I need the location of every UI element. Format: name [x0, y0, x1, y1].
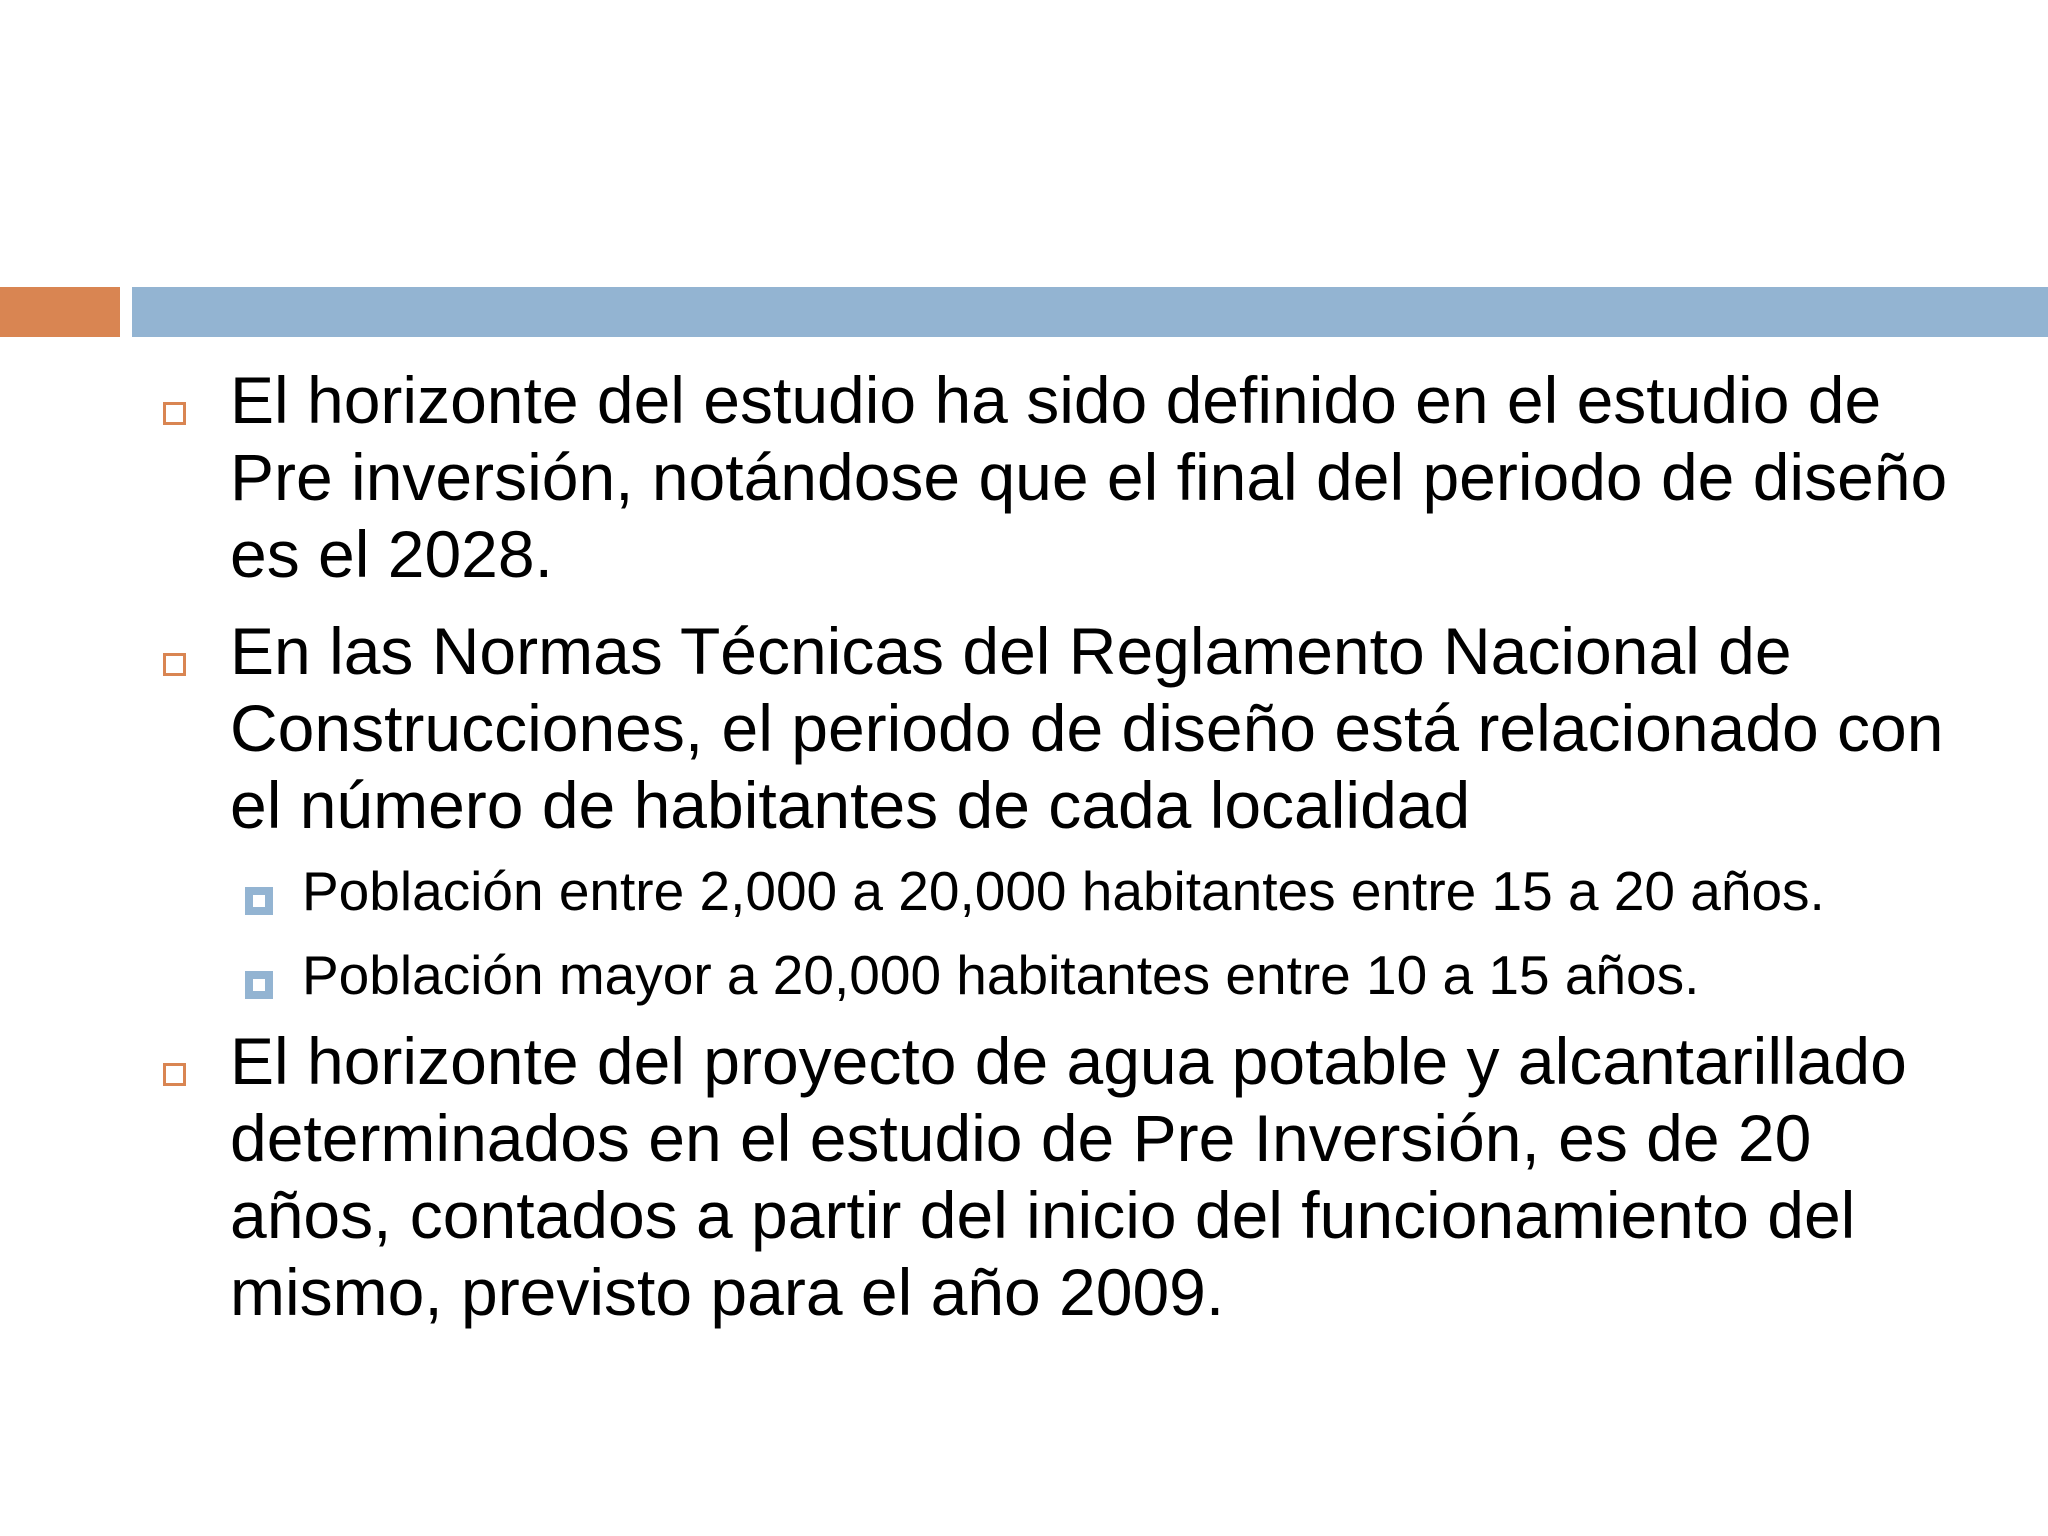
filled-square-bullet-icon	[245, 887, 273, 915]
bullet-item	[0, 1023, 1950, 1331]
sub-bullet-text: Población entre 2,000 a 20,000 habitantes entre 15 a 20 años.	[302, 860, 1825, 922]
sub-bullet-text: Población mayor a 20,000 habitantes entre 10 a 15 años.	[302, 944, 1700, 1006]
bullet-text: En las Normas Técnicas del Reglamento Nacional de Construcciones, el periodo de diseño está relacionado con el número de habitantes de cada localidad	[230, 614, 1944, 842]
sub-bullet-item	[0, 858, 1982, 925]
bullet-item	[0, 362, 1950, 593]
filled-square-bullet-icon	[245, 971, 273, 999]
sub-bullet-item	[0, 942, 1982, 1009]
bullet-text: El horizonte del proyecto de agua potable y alcantarillado determinados en el estudio de Pre Inversión, es de 20 años, contados a partir del inicio del funcionamiento del mismo, previsto para el año 2009.	[230, 1024, 1907, 1329]
title-accent-bar	[0, 287, 120, 337]
square-bullet-icon	[163, 1063, 186, 1086]
slide-body	[0, 362, 2048, 1351]
square-bullet-icon	[163, 653, 186, 676]
square-bullet-icon	[163, 402, 186, 425]
title-bar	[132, 287, 2048, 337]
bullet-text: El horizonte del estudio ha sido definido en el estudio de Pre inversión, notándose que el final del periodo de diseño es el 2028.	[230, 363, 1948, 591]
bullet-item	[0, 613, 1950, 844]
